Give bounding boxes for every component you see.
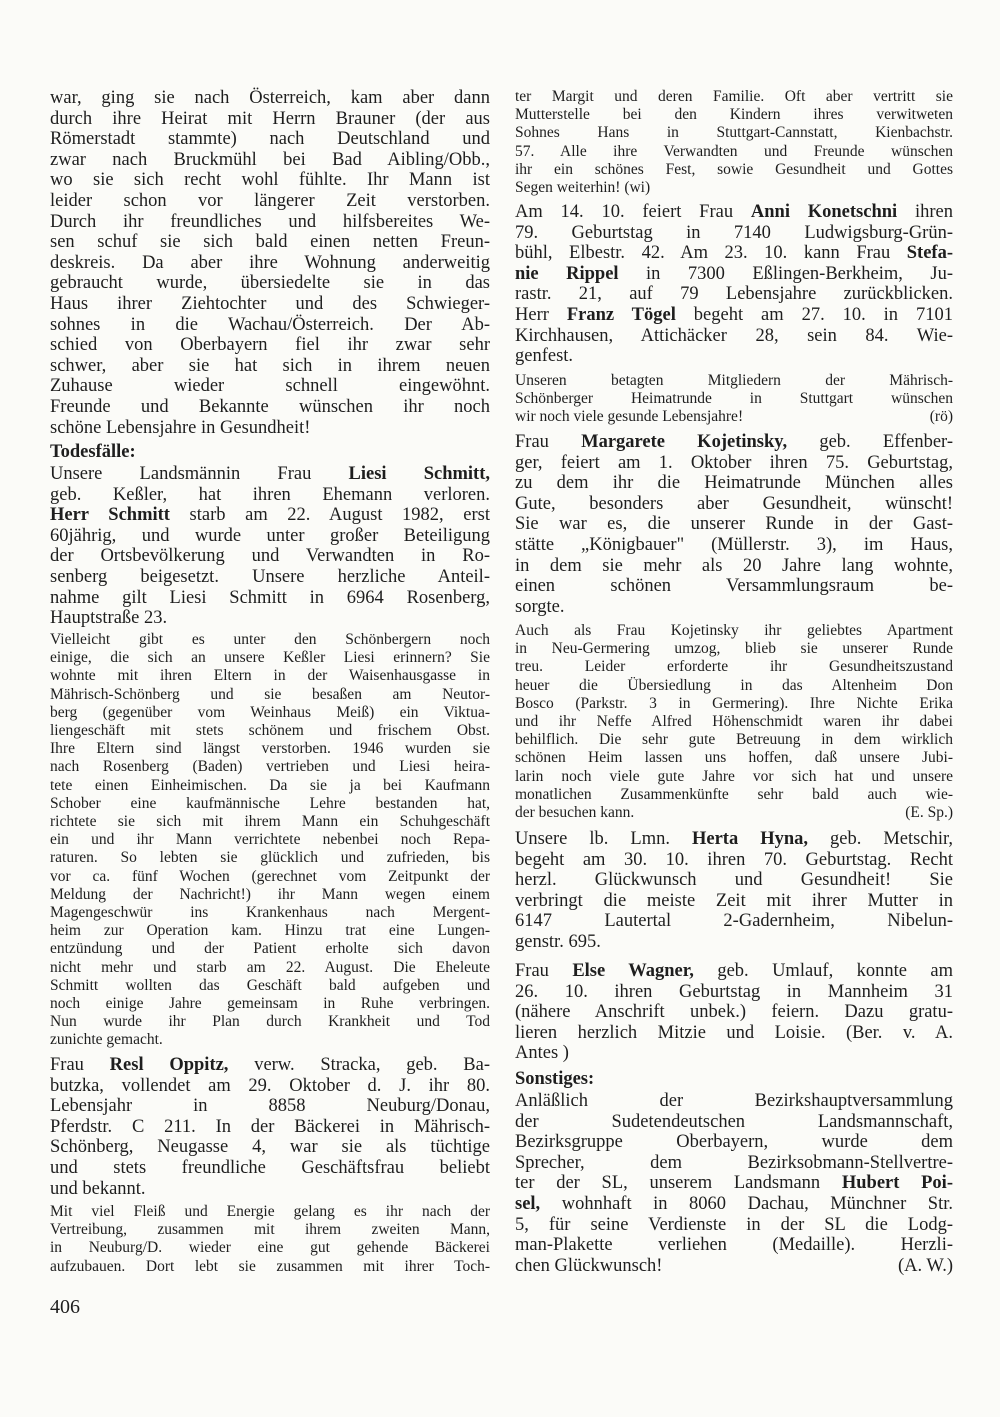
text-line: Mutterstelle bei den Kindern ihres verwitweten (515, 106, 953, 124)
name-highlight: Anni Konetschni (750, 202, 898, 222)
paragraph-resl-oppitz-details (50, 1203, 490, 1276)
name-highlight: Herta Hyna, (691, 829, 809, 849)
paragraph-margit-continuation (515, 88, 953, 197)
text-line: schied von Oberbayern fiel ihr zwar sehr (50, 335, 490, 356)
paragraph-birthdays-stuttgart (515, 202, 953, 367)
text-line: sohnes in die Wachau/Österreich. Der Ab- (50, 314, 490, 335)
text-line: Frau Margarete Kojetinsky, geb. Effenber- (515, 432, 953, 452)
text-line: genstr. 695. (515, 931, 601, 952)
text-line: in Neuburg/D. wieder eine gut gehende Bäckerei (50, 1239, 490, 1257)
author-signature: (rö) (929, 408, 953, 426)
text-line: durch ihre Heirat mit Herrn Brauner (der aus (50, 108, 490, 129)
paragraph-liesi-memories (50, 631, 490, 1050)
text-line: Meldung der Nachricht!) ihr Mann wegen einem (50, 885, 490, 903)
name-highlight: Margarete Kojetinsky, (581, 432, 788, 452)
text-line: schwer, aber sie hat sich in ihrem neuen (50, 355, 490, 376)
text-line: deskreis. Da aber ihre Wohnung anderweitig (50, 252, 490, 273)
text-line: Schönberger Heimatrunde in Stuttgart wünschen (515, 390, 953, 408)
text-line: Mit viel Fleiß und Energie gelang es ihr nach der (50, 1203, 490, 1220)
paragraph-resl-oppitz (50, 1055, 490, 1199)
name-highlight: nie Rippel (515, 263, 619, 284)
text-line: Römerstadt stammte) nach Deutschland und (50, 129, 490, 150)
text-line: und ihr Neffe Alfred Höhenschmidt waren ihr dabei (515, 713, 953, 731)
text-line: heuer die Übersiedlung in das Altenheim Don (515, 676, 953, 694)
text-line: Unseren betagten Mitgliedern der Mährisch- (515, 372, 953, 389)
text-line: larin noch viele gute Jahre vor sich hat und unsere (515, 767, 953, 785)
text-line: Anläßlich der Bezirkshauptversammlung (515, 1091, 953, 1111)
paragraph-hubert-poisel (515, 1091, 953, 1276)
text-line: Sonstiges: (515, 1069, 595, 1089)
author-signature: (A. W.) (898, 1255, 953, 1276)
paragraph-kojetinsky-details (515, 622, 953, 822)
text-line: ein und ihr Mann verrichtete nebenbei noch Repa- (50, 831, 490, 849)
text-line: rastr. 21, auf 79 Lebensjahre zurückblicken. (515, 284, 953, 305)
text-line: Sie war es, die unserer Runde in der Gast- (515, 514, 953, 535)
text-line: Kirchhausen, Attichäcker 28, sein 84. Wie- (515, 325, 953, 346)
text-line: der Ortsbevölkerung und Verwandten in Ro- (50, 546, 490, 567)
text-line: einige, die sich an unsere Keßler Liesi erinnern? Sie (50, 649, 490, 667)
text-line: nicht mehr und starb am 22. August. Die Eheleute (50, 958, 490, 976)
text-line: berg (gegenüber vom Weinhaus Meiß) ein Viktua- (50, 703, 490, 721)
text-line: butzka, vollendet am 29. Oktober d. J. ihr 80. (50, 1075, 490, 1096)
paragraph-else-wagner (515, 961, 953, 1064)
text-line: verbringt die meiste Zeit mit ihrer Mutter in (515, 890, 953, 911)
text-line: Am 14. 10. feiert Frau Anni Konetschni ihren (515, 202, 953, 222)
text-line: in dem sie mehr als 20 Jahre lang wohnte, (515, 555, 953, 576)
text-line: behilflich. Die sehr gute Betreuung in dem wirklich (515, 731, 953, 749)
name-highlight: Else Wagner, (572, 961, 694, 981)
text-line: genfest. (515, 346, 574, 367)
text-line: 26. 10. ihren Geburtstag in Mannheim 31 (515, 981, 953, 1002)
text-line: leider schon vor längerer Zeit verstorben. (50, 190, 490, 211)
name-highlight: sel, (515, 1193, 541, 1214)
text-line: begeht am 30. 10. ihren 70. Geburtstag. Recht (515, 849, 953, 870)
text-line: Herr Franz Tögel begeht am 27. 10. in 7101 (515, 304, 953, 325)
text-line: Pferdstr. C 211. In der Bäckerei in Mährisch- (50, 1116, 490, 1137)
paragraph-liesi-schmitt (50, 464, 490, 629)
text-line: gebraucht wurde, übersiedelte sie in das (50, 273, 490, 294)
text-line: Herr Schmitt starb am 22. August 1982, erst (50, 505, 490, 526)
text-line: ter Margit und deren Familie. Oft aber vertritt sie (515, 88, 953, 105)
text-line: Freunde und Bekannte wünschen ihr noch (50, 396, 490, 417)
text-line: ter der SL, unserem Landsmann Hubert Poi- (515, 1173, 953, 1194)
text-line: Magengeschwür ins Krankenhaus nach Mergent- (50, 904, 490, 922)
text-line: Durch ihr freundliches und hilfsbereites We- (50, 211, 490, 232)
text-line: liengeschäft mit stets schönem und frischem Obst. (50, 722, 490, 740)
page-number: 406 (50, 1296, 80, 1318)
text-line: 60jährig, und wurde unter großer Beteiligung (50, 525, 490, 546)
text-line: ger, feiert am 1. Oktober ihren 75. Geburtstag, (515, 452, 953, 473)
text-line: zu dem ihr die Heimatrunde München alles (515, 473, 953, 494)
text-line: Gute, besonders aber Gesundheit, wünscht! (515, 493, 953, 514)
text-line: nach Rosenberg (Baden) vertrieben und Liesi heira- (50, 758, 490, 776)
text-line: der besuchen kann. (E. Sp.) (515, 804, 953, 822)
text-line: und stets freundliche Geschäftsfrau beliebt (50, 1157, 490, 1178)
text-line: sen schuf sie sich bald einen netten Freun- (50, 232, 490, 253)
text-line: Antes ) (515, 1043, 569, 1064)
paragraph-continuation (50, 88, 490, 438)
text-line: geb. Keßler, hat ihren Ehemann verloren. (50, 484, 490, 505)
text-line: Nun wurde ihr Plan durch Krankheit und Tod (50, 1013, 490, 1031)
text-line: vor ca. fünf Wochen (gerechnet vom Zeitpunkt der (50, 867, 490, 885)
text-line: in Neu-Germering umzog, blieb sie unserer Runde (515, 640, 953, 658)
text-line: 6147 Lautertal 2-Gadernheim, Nibelun- (515, 911, 953, 932)
text-line: zwar nach Bruckmühl bei Bad Aibling/Obb., (50, 149, 490, 170)
text-line: ihr ein schönes Fest, sowie Gesundheit und Gottes (515, 160, 953, 178)
name-highlight: Liesi Schmitt, (348, 464, 490, 484)
text-line: Frau Resl Oppitz, verw. Stracka, geb. Ba- (50, 1055, 490, 1075)
text-line: Schmitt wollten das Geschäft bald aufgeben und (50, 976, 490, 994)
text-line: einen schönen Versammlungsraum be- (515, 576, 953, 597)
section-heading-sonstiges (515, 1069, 953, 1090)
text-line: Schönberg, Neugasse 4, war sie als tüchtige (50, 1137, 490, 1158)
text-line: Hauptstraße 23. (50, 608, 168, 629)
text-line: wohnte mit ihren Eltern in der Waisenhausgasse in (50, 667, 490, 685)
text-line: Sohnes Hans in Stuttgart-Cannstatt, Kienbachstr. (515, 124, 953, 142)
text-line: Todesfälle: (50, 442, 136, 462)
text-line: heim zur Operation kam. Hinzu trat eine Lungen- (50, 922, 490, 940)
text-line: nahme gilt Liesi Schmitt in 6964 Rosenberg, (50, 587, 490, 608)
text-line: war, ging sie nach Österreich, kam aber dann (50, 88, 490, 108)
text-line: der Sudetendeutschen Landsmannschaft, (515, 1111, 953, 1132)
text-line: richtete sie sich mit ihrem Mann ein Schuhgeschäft (50, 813, 490, 831)
text-line: Vielleicht gibt es unter den Schönbergern noch (50, 631, 490, 648)
text-line: Lebensjahr in 8858 Neuburg/Donau, (50, 1096, 490, 1117)
text-line: Auch als Frau Kojetinsky ihr geliebtes Apartment (515, 622, 953, 639)
text-line: herzl. Glückwunsch und Gesundheit! Sie (515, 870, 953, 891)
text-line: Bezirksgruppe Oberbayern, wurde dem (515, 1132, 953, 1153)
name-highlight: Herr Schmitt (50, 505, 170, 526)
author-signature: (E. Sp.) (905, 804, 953, 822)
text-line: 57. Alle ihre Verwandten und Freunde wünschen (515, 142, 953, 160)
text-line: treu. Leider erforderte ihr Gesundheitszustand (515, 658, 953, 676)
paragraph-margarete-kojetinsky (515, 432, 953, 617)
text-line: Unsere Landsmännin Frau Liesi Schmitt, (50, 464, 490, 484)
text-line: schöne Lebensjahre in Gesundheit! (50, 417, 311, 438)
text-line: Zuhause wieder schnell eingewöhnt. (50, 376, 490, 397)
text-line: stätte „Königbauer" (Müllerstr. 3), im Haus, (515, 534, 953, 555)
section-heading-todesfaelle (50, 442, 490, 463)
text-line: Sprecher, dem Bezirksobmann-Stellvertre- (515, 1152, 953, 1173)
text-line: 5, für seine Verdienste in der SL die Lodg- (515, 1214, 953, 1235)
text-line: sel, wohnhaft in 8060 Dachau, Münchner Str. (515, 1193, 953, 1214)
text-line: aufzubauen. Dort lebt sie zusammen mit ihrer Toch- (50, 1257, 490, 1275)
text-line: zunichte gemacht. (50, 1031, 163, 1049)
text-line: schönen Heim lassen uns hoffen, daß unsere Jubi- (515, 749, 953, 767)
text-line: Ihre Eltern sind längst verstorben. 1946 wurden sie (50, 740, 490, 758)
text-line: 79. Geburtstag in 7140 Ludwigsburg-Grün- (515, 222, 953, 243)
text-line: senberg beigesetzt. Unsere herzliche Anteil- (50, 566, 490, 587)
text-line: Unsere lb. Lmn. Herta Hyna, geb. Metschir, (515, 829, 953, 849)
text-line: nie Rippel in 7300 Eßlingen-Berkheim, Ju- (515, 263, 953, 284)
text-line: man-Plakette verliehen (Medaille). Herzli- (515, 1235, 953, 1256)
text-line: Haus ihrer Ziehtochter und des Schwieger- (50, 293, 490, 314)
text-line: Frau Else Wagner, geb. Umlauf, konnte am (515, 961, 953, 981)
paragraph-stuttgart-wishes (515, 372, 953, 427)
text-line: Segen weiterhin! (wi) (515, 179, 651, 197)
text-line: Vertreibung, zusammen mit ihrem zweiten Mann, (50, 1221, 490, 1239)
text-line: lieren herzlich Mitzie und Loisie. (Ber. v. A. (515, 1022, 953, 1043)
text-line: Mährisch-Schönberg und sie besaßen am Neutor- (50, 685, 490, 703)
text-line: raturen. So lebten sie glücklich und zufrieden, bis (50, 849, 490, 867)
text-line: wo sie sich recht wohl fühlte. Ihr Mann ist (50, 170, 490, 191)
text-line: wir noch viele gesunde Lebensjahre! (rö) (515, 408, 953, 426)
text-line: Schober eine kaufmännische Lehre bestanden hat, (50, 794, 490, 812)
text-line: monatlichen Zusammenkünfte sehr bald auch wie- (515, 785, 953, 803)
name-highlight: Resl Oppitz, (109, 1055, 229, 1075)
text-line: Bosco (Parkstr. 3 in Germering). Ihre Nichte Erika (515, 694, 953, 712)
text-line: entzündung und der Patient erholte sich davon (50, 940, 490, 958)
text-line: noch einige Jahre gemeinsam in Ruhe verbringen. (50, 995, 490, 1013)
text-line: bühl, Elbestr. 42. Am 23. 10. kann Frau Stefa- (515, 243, 953, 264)
name-highlight: Hubert Poi- (841, 1173, 953, 1194)
paragraph-herta-hyna (515, 829, 953, 953)
text-line: (nähere Anschrift unbek.) feiern. Dazu gratu- (515, 1002, 953, 1023)
text-line: chen Glückwunsch! (A. W.) (515, 1255, 953, 1276)
text-line: tete einen Einheimischen. Da sie ja bei Kaufmann (50, 776, 490, 794)
name-highlight: Stefa- (906, 243, 953, 264)
name-highlight: Franz Tögel (566, 304, 676, 325)
text-line: und bekannt. (50, 1178, 146, 1199)
text-line: sorgte. (515, 596, 565, 617)
